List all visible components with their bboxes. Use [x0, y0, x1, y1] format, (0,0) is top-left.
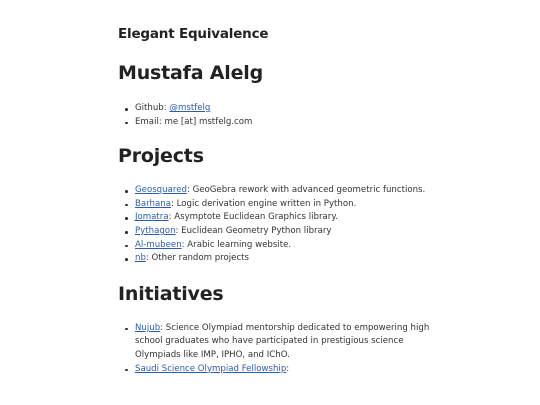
- list-item: [118, 211, 428, 225]
- project-link-al-mubeen[interactable]: Al-mubeen: [135, 239, 182, 250]
- list-item: [118, 239, 428, 253]
- email-label: Email:: [135, 116, 165, 127]
- contact-item-github: [118, 102, 428, 116]
- project-link-geosquared[interactable]: Geosquared: [135, 185, 187, 196]
- initiative-desc: : Science Olympiad mentorship dedicated to empowering high school graduates who have participated in prestigious science Olympiads like IMP, IPHO, and IChO.: [135, 322, 430, 360]
- initiative-desc: :: [286, 363, 290, 374]
- project-link-barhana[interactable]: Barhana: [135, 198, 171, 209]
- project-desc: : Euclidean Geometry Python library: [175, 225, 332, 236]
- projects-list: [118, 184, 428, 266]
- contact-list: [118, 102, 428, 129]
- project-desc: : Logic derivation engine written in Python.: [170, 198, 357, 209]
- contact-item-email: [118, 116, 428, 130]
- list-item: [118, 322, 435, 363]
- list-item: [118, 198, 428, 212]
- project-desc: : Other random projects: [145, 253, 250, 264]
- list-item: [118, 184, 428, 198]
- initiative-link-nujub[interactable]: Nujub: [135, 322, 161, 333]
- list-item: [118, 225, 428, 239]
- list-item: [118, 363, 435, 377]
- project-link-pythagon[interactable]: Pythagon: [135, 225, 176, 236]
- projects-heading: Projects: [118, 145, 204, 168]
- github-label: Github:: [135, 103, 170, 113]
- list-item: [118, 252, 428, 266]
- initiatives-heading: Initiatives: [118, 282, 224, 305]
- project-link-jomatra[interactable]: Jomatra: [135, 212, 169, 223]
- project-desc: : Asymptote Euclidean Graphics library.: [168, 212, 338, 223]
- page-content: [118, 24, 428, 376]
- email-address: me [at] mstfelg.com: [164, 116, 253, 127]
- project-desc: : GeoGebra rework with advanced geometric functions.: [186, 185, 426, 196]
- project-desc: : Arabic learning website.: [181, 239, 292, 250]
- project-link-nb[interactable]: nb: [135, 253, 146, 264]
- site-title[interactable]: Elegant Equivalence: [118, 26, 269, 42]
- initiative-link-saudi-science-olympiad-fellowship[interactable]: Saudi Science Olympiad Fellowship: [135, 363, 287, 374]
- profile-name: Mustafa Alelg: [118, 62, 263, 84]
- github-link[interactable]: @mstfelg: [169, 103, 211, 113]
- initiatives-list: [118, 322, 428, 376]
